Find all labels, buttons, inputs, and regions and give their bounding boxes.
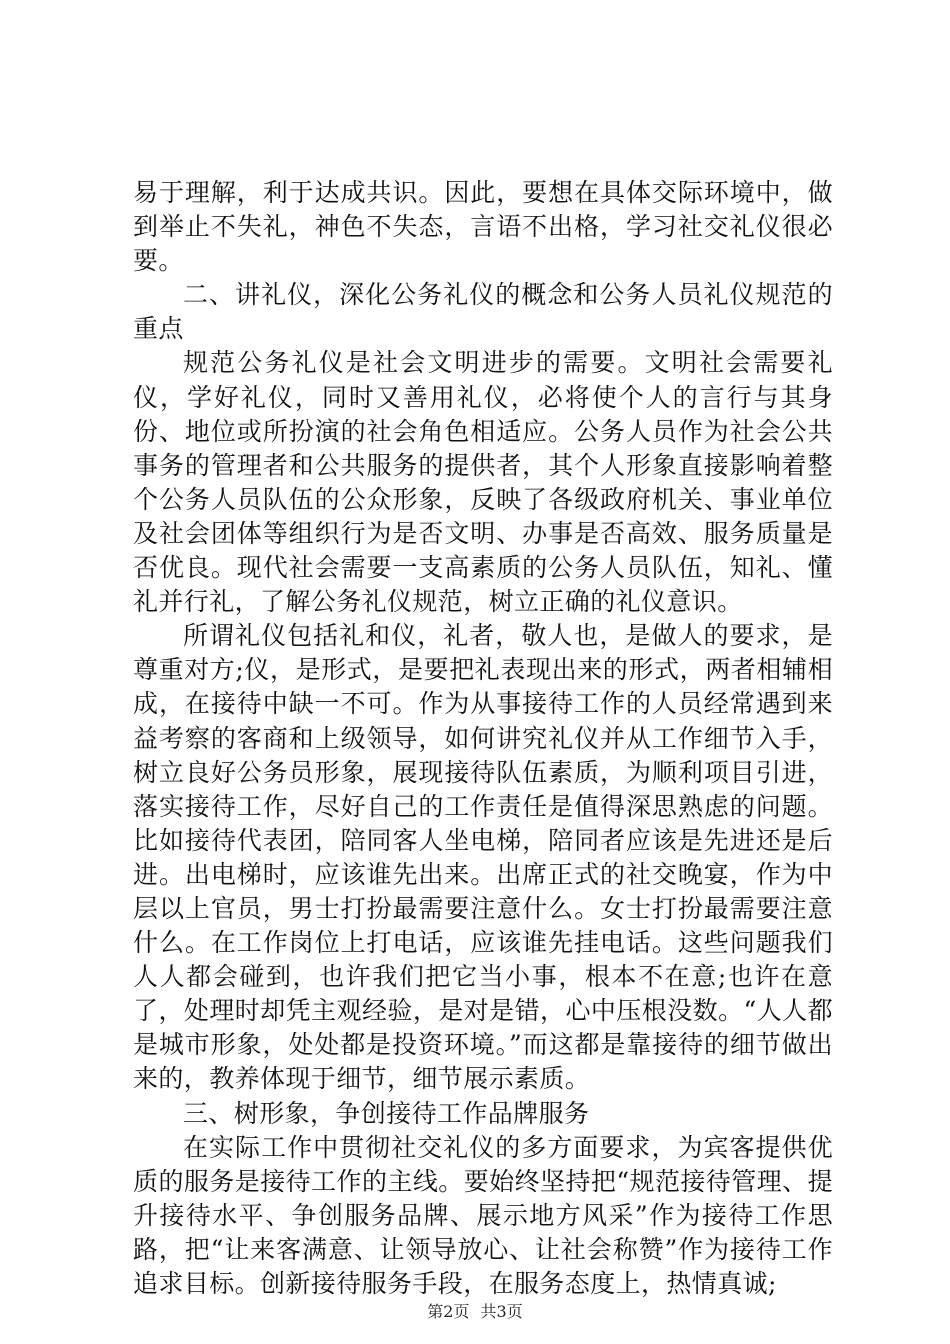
- paragraph-1: 易于理解，利于达成共识。因此，要想在具体交际环境中，做到举止不失礼，神色不失态，言语不出格，学习社交礼仪很必要。: [133, 178, 833, 276]
- section-heading-3: 三、树形象，争创接待工作品牌服务: [183, 1098, 590, 1128]
- paragraph-3: 规范公务礼仪是社会文明进步的需要。文明社会需要礼仪，学好礼仪，同时又善用礼仪，必将使个人的言行与其身份、地位或所扮演的社会角色相适应。公务人员作为社会公共事务的管理者和公共服务的提供者，其个人形象直接影响着整个公务人员队伍的公众形象，反映了各级政府机关、事业单位及社会团体等组织行为是否文明、办事是否高效、服务质量是否优良。现代社会需要一支高素质的公务人员队伍，知礼、懂礼并行礼，了解公务礼仪规范，树立正确的礼仪意识。: [133, 348, 833, 617]
- paragraph-6: 在实际工作中贯彻社交礼仪的多方面要求，为宾客提供优质的服务是接待工作的主线。要始终坚持把“规范接待管理、提升接待水平、争创服务品牌、展示地方风采”作为接待工作思路，把“让来客满意、让领导放心、让社会称赞”作为接待工作追求目标。创新接待服务手段，在服务态度上，热情真诚;: [133, 1132, 833, 1298]
- page-number: 第2页: [427, 1302, 470, 1321]
- document-body: [133, 176, 833, 1301]
- section-heading-2: 二、讲礼仪，深化公务礼仪的概念和公务人员礼仪规范的重点: [133, 280, 833, 344]
- page-footer: [0, 1302, 950, 1322]
- paragraph-4: 所谓礼仪包括礼和仪，礼者，敬人也，是做人的要求，是尊重对方;仪，是形式，是要把礼表现出来的形式，两者相辅相成，在接待中缺一不可。作为从事接待工作的人员经常遇到来益考察的客商和上级领导，如何讲究礼仪并从工作细节入手，树立良好公务员形象，展现接待队伍素质，为顺利项目引进，落实接待工作，尽好自己的工作责任是值得深思熟虑的问题。比如接待代表团，陪同客人坐电梯，陪同者应该是先进还是后进。出电梯时，应该谁先出来。出席正式的社交晚宴，作为中层以上官员，男士打扮最需要注意什么。女士打扮最需要注意什么。在工作岗位上打电话，应该谁先挂电话。这些问题我们人人都会碰到，也许我们把它当小事，根本不在意;也许在意了，处理时却凭主观经验，是对是错，心中压根没数。“人人都是城市形象，处处都是投资环境。”而这都是靠接待的细节做出来的，教养体现于细节，细节展示素质。: [133, 621, 833, 1094]
- page-total: 共3页: [480, 1302, 523, 1321]
